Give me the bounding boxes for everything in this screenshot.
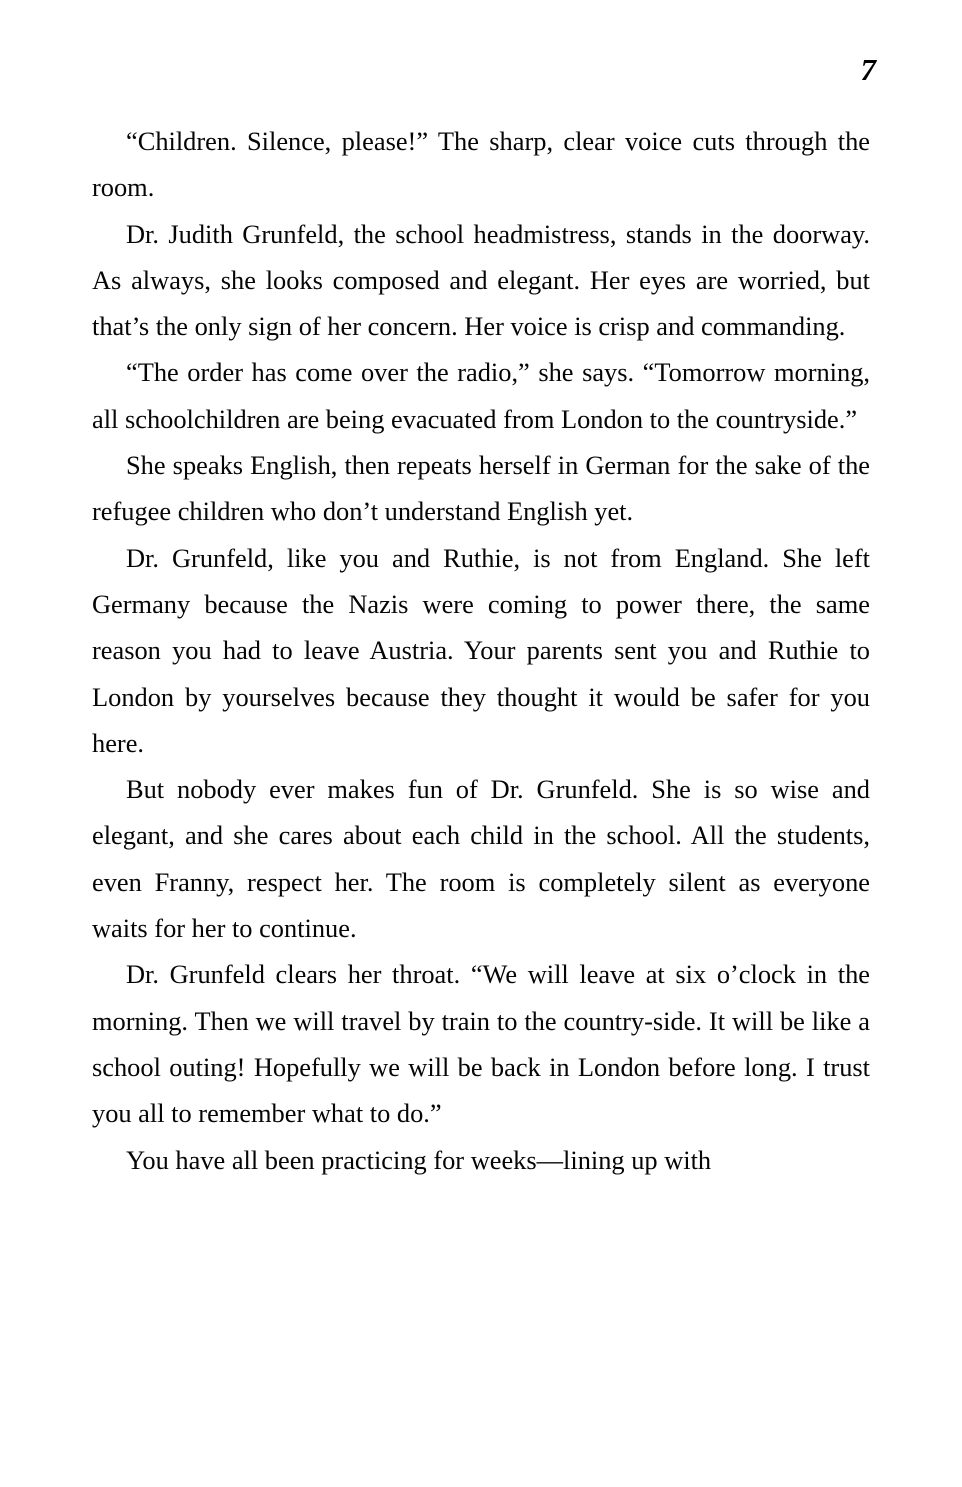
page-body-text <box>92 118 870 1183</box>
paragraph: You have all been practicing for weeks—lining up with <box>126 1144 712 1175</box>
paragraph: Dr. Grunfeld, like you and Ruthie, is not from England. She left Germany because the Nazis were coming to power there, the same reason you had to leave Austria. Your parents sent you and Ruthie to London by yourselves because they thought it would be safer for you here. <box>92 542 870 758</box>
paragraph: Dr. Judith Grunfeld, the school headmistress, stands in the doorway. As always, she looks composed and elegant. Her eyes are worried, but that’s the only sign of her concern. Her voice is crisp and commanding. <box>92 218 870 342</box>
paragraph: Dr. Grunfeld clears her throat. “We will leave at six o’clock in the morning. Then we will travel by train to the country-side. It will be like a school outing! Hopefully we will be back in London before long. I trust you all to remember what to do.” <box>92 959 870 1129</box>
paragraph: “The order has come over the radio,” she says. “Tomorrow morning, all schoolchildren are being evacuated from London to the countryside.” <box>92 357 870 434</box>
paragraph: She speaks English, then repeats herself in German for the sake of the refugee children who don’t understand English yet. <box>92 450 870 527</box>
page-number: 7 <box>860 52 876 87</box>
paragraph: But nobody ever makes fun of Dr. Grunfeld. She is so wise and elegant, and she cares about each child in the school. All the students, even Franny, respect her. The room is completely silent as everyone waits for her to continue. <box>92 774 870 944</box>
paragraph: “Children. Silence, please!” The sharp, clear voice cuts through the room. <box>92 126 870 203</box>
